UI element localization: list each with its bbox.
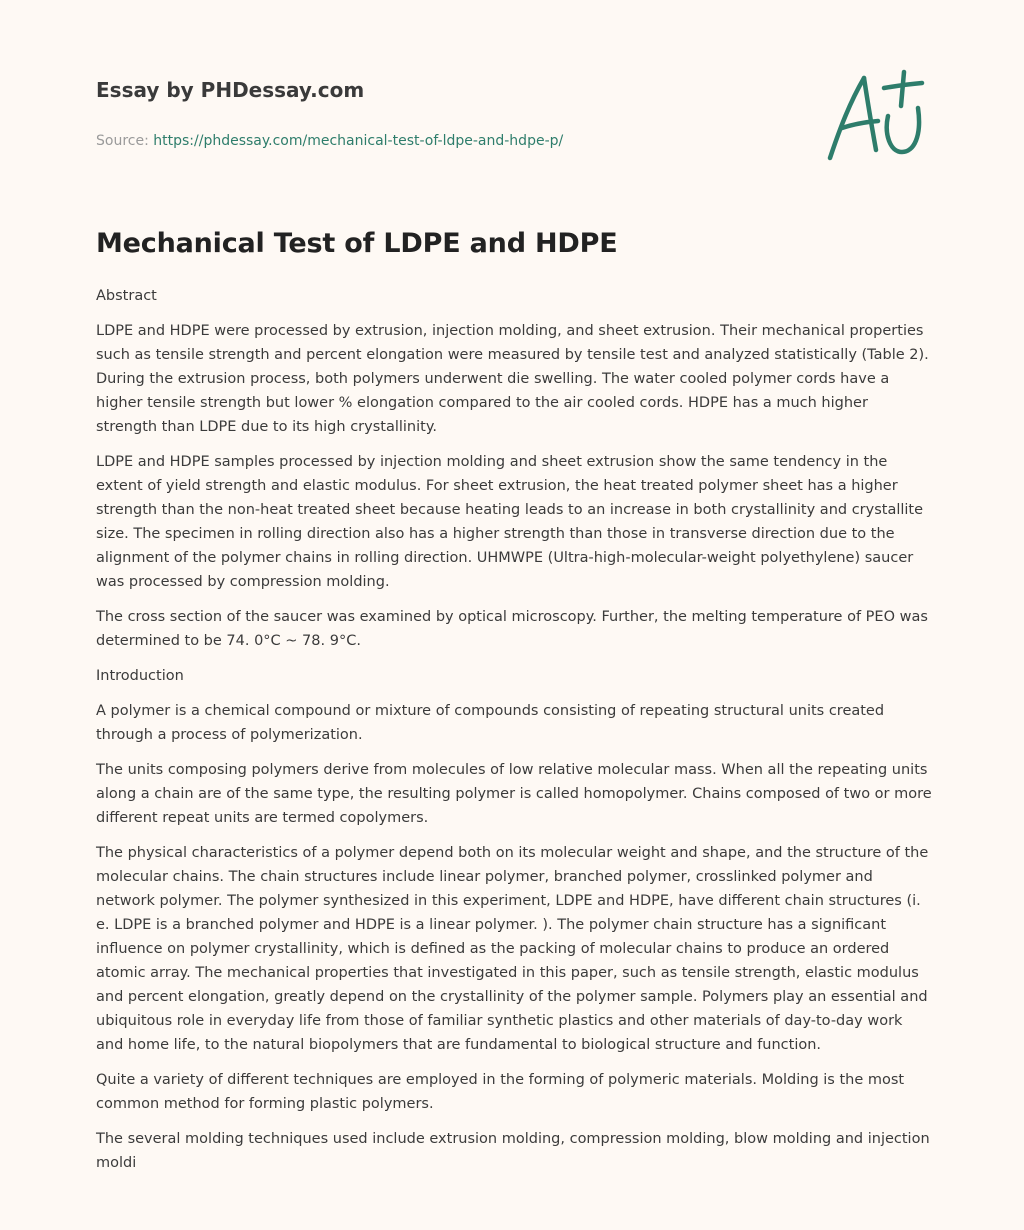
essay-title: Mechanical Test of LDPE and HDPE xyxy=(96,228,618,259)
abstract-paragraph-1: LDPE and HDPE were processed by extrusion, injection molding, and sheet extrusion. Their mechanical properties such as tensile strength and percent elongation were measured by tensile test and analyzed statistically (Table 2). During the extrusion process, both polymers underwent die swelling. The water cooled polymer cords have a higher tensile strength but lower % elongation compared to the air cooled cords. HDPE has a much higher strength than LDPE due to its high crystallinity. xyxy=(96,323,929,435)
a-plus-logo-svg xyxy=(818,66,928,166)
introduction-paragraph-2: The units composing polymers derive from molecules of low relative molecular mass. When all the repeating units along a chain are of the same type, the resulting polymer is called homopolymer. Chains composed of two or more different repeat units are termed copolymers. xyxy=(96,762,932,826)
abstract-paragraph-3: The cross section of the saucer was examined by optical microscopy. Further, the melting temperature of PEO was determined to be 74. 0°C ~ 78. 9°C. xyxy=(96,609,928,649)
source-line xyxy=(96,131,796,151)
introduction-heading: Introduction xyxy=(96,668,184,684)
introduction-paragraph-3: The physical characteristics of a polymer depend both on its molecular weight and shape, and the structure of the molecular chains. The chain structures include linear polymer, branched polymer, crosslinked polymer and network polymer. The polymer synthesized in this experiment, LDPE and HDPE, have different chain structures (i. e. LDPE is a branched polymer and HDPE is a linear polymer. ). The polymer chain structure has a significant influence on polymer crystallinity, which is defined as the packing of molecular chains to produce an ordered atomic array. The mechanical properties that investigated in this paper, such as tensile strength, elastic modulus and percent elongation, greatly depend on the crystallinity of the polymer sample. Polymers play an essential and ubiquitous role in everyday life from those of familiar synthetic plastics and other materials of day-to-day work and home life, to the natural biopolymers that are fundamental to biological structure and function. xyxy=(96,845,929,1053)
brand-title: Essay by PHDessay.com xyxy=(96,78,365,102)
a-plus-logo-icon xyxy=(818,66,928,166)
abstract-paragraph-2: LDPE and HDPE samples processed by injection molding and sheet extrusion show the same tendency in the extent of yield strength and elastic modulus. For sheet extrusion, the heat treated polymer sheet has a higher strength than the non-heat treated sheet because heating leads to an increase in both crystallinity and crystallite size. The specimen in rolling direction also has a higher strength than those in transverse direction due to the alignment of the polymer chains in rolling direction. UHMWPE (Ultra-high-molecular-weight polyethylene) saucer was processed by compression molding. xyxy=(96,454,924,590)
essay-article xyxy=(96,224,932,1186)
source-label: Source: xyxy=(96,133,154,149)
source-link[interactable]: https://phdessay.com/mechanical-test-of-ldpe-and-hdpe-p/ xyxy=(153,133,564,149)
abstract-heading: Abstract xyxy=(96,288,157,304)
introduction-paragraph-1: A polymer is a chemical compound or mixture of compounds consisting of repeating structural units created through a process of polymerization. xyxy=(96,703,885,743)
introduction-paragraph-5: The several molding techniques used include extrusion molding, compression molding, blow molding and injection moldi xyxy=(96,1131,930,1171)
introduction-paragraph-4: Quite a variety of different techniques are employed in the forming of polymeric materials. Molding is the most common method for forming plastic polymers. xyxy=(96,1072,905,1112)
page-header xyxy=(96,76,796,151)
